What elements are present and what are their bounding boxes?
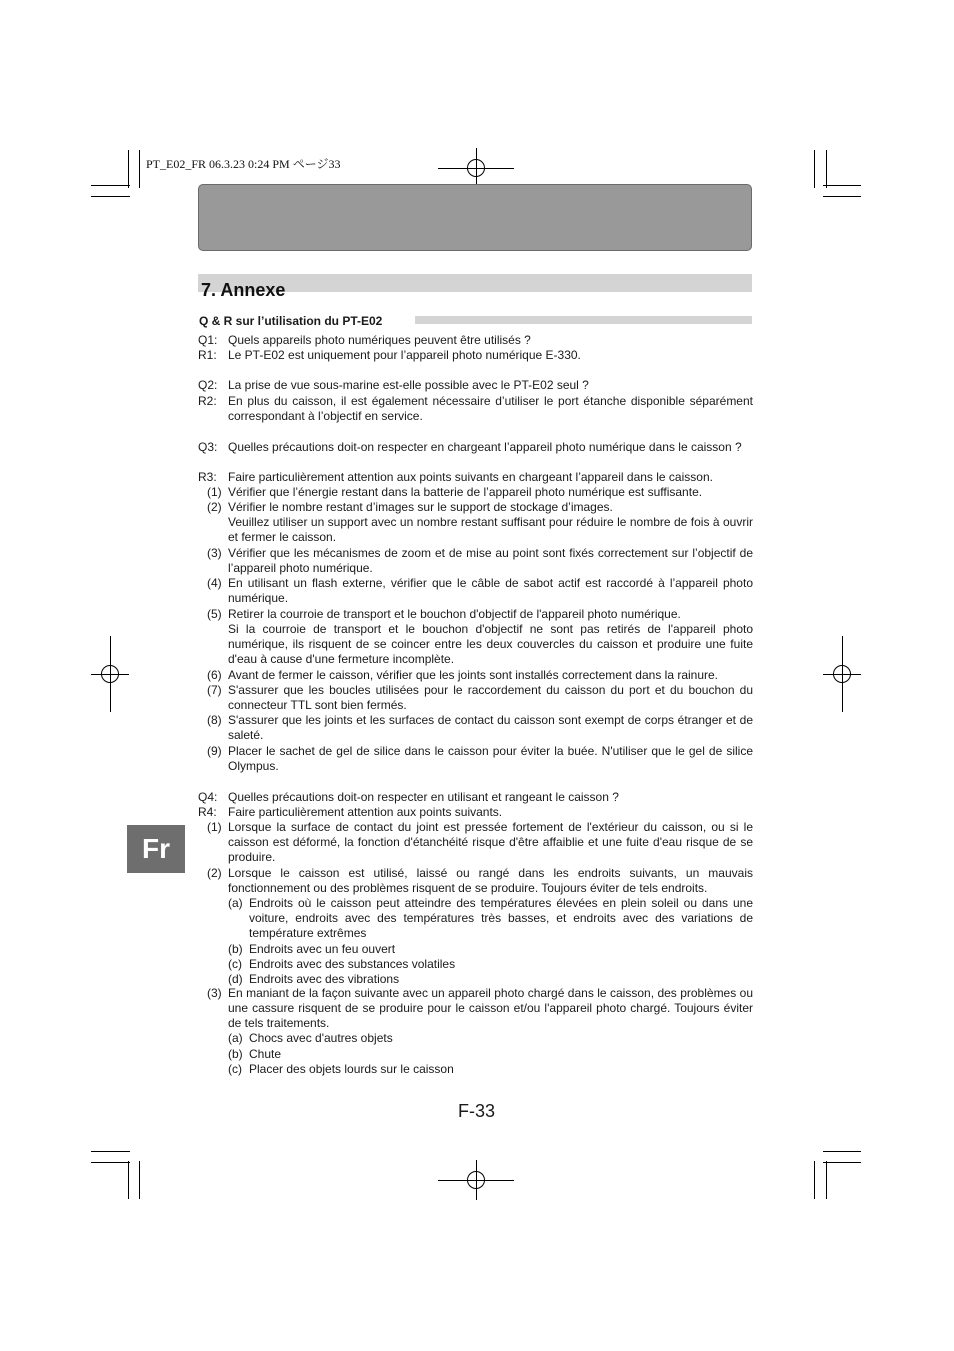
item-text: Chute [249,1047,282,1061]
item-text: En maniant de la façon suivante avec un appareil photo chargé dans le caisson, des problèmes ou une cassure risquent de se produire pour le caisson et/ou l'appareil photo chargé. Toujours éviter de tels traitements. [228,986,753,1030]
item-text: Quelles précautions doit-on respecter en utilisant et rangeant le caisson ? [228,790,619,804]
print-header: PT_E02_FR 06.3.23 0:24 PM ページ33 [146,157,341,171]
list-item-continuation [198,622,753,667]
answer-r4 [198,805,753,820]
question-q3 [198,440,753,455]
item-label: R4: [198,805,217,819]
item-label: (a) [228,1031,243,1045]
item-text: Chocs avec d'autres objets [249,1031,393,1045]
item-label: (d) [228,972,243,986]
item-text: Faire particulièrement attention aux points suivants. [228,805,503,819]
list-item [198,546,753,576]
item-label: (1) [207,485,222,499]
item-text: Faire particulièrement attention aux points suivants en chargeant l’appareil dans le caisson. [228,470,713,484]
item-label: (1) [207,820,222,834]
question-q4 [198,790,753,805]
item-text: Endroits avec des substances volatiles [249,957,456,971]
sub-list-item [198,957,753,972]
item-label: (c) [228,957,242,971]
item-text: Vérifier que l’énergie restant dans la batterie de l’appareil photo numérique est suffisante. [228,485,703,499]
list-item [198,607,753,622]
item-text: En utilisant un flash externe, vérifier que le câble de sabot actif est raccordé à l’appareil photo numérique. [228,576,753,605]
item-label: (3) [207,546,222,560]
item-label: (6) [207,668,222,682]
item-label: R2: [198,394,217,408]
item-text: Endroits avec des vibrations [249,972,400,986]
item-text: Endroits où le caisson peut atteindre des températures élevées en plein soleil ou dans une voiture, endroits avec des températures très basses, et endroits avec des variations de température extrêmes [249,896,753,940]
item-text: Quelles précautions doit-on respecter en chargeant l’appareil photo numérique dans le caisson ? [228,440,742,454]
item-label: R1: [198,348,217,362]
item-label: (4) [207,576,222,590]
item-label: (2) [207,500,222,514]
item-label: (5) [207,607,222,621]
item-label: (3) [207,986,222,1000]
subsection-title-bar [415,316,752,324]
sub-list-item [198,1031,753,1046]
item-label: Q1: [198,333,218,347]
page-number: F-33 [458,1101,496,1121]
item-text: Avant de fermer le caisson, vérifier que les joints sont installés correctement dans la rainure. [228,668,719,682]
item-text: Le PT-E02 est uniquement pour l’appareil photo numérique E-330. [228,348,581,362]
list-item [198,820,753,865]
item-label: (a) [228,896,243,910]
item-text: Si la courroie de transport et le bouchon d'objectif ne sont pas retirés de l'appareil photo numérique, ils risquent de se coincer entre les deux couvercles du caisson et produire une fuite d'eau à cause d'une fermeture incomplète. [228,622,753,666]
language-tab: Fr [127,825,185,873]
list-item [198,668,753,683]
item-label: (b) [228,1047,243,1061]
item-label: (9) [207,744,222,758]
item-text: En plus du caisson, il est également nécessaire d’utiliser le port étanche disponible séparément correspondant à l’objectif en service. [228,394,753,423]
list-item [198,576,753,606]
list-item-continuation [198,515,753,545]
item-text: Quels appareils photo numériques peuvent être utilisés ? [228,333,531,347]
list-item [198,866,753,896]
item-text: S'assurer que les boucles utilisées pour le raccordement du caisson du port et du bouchon du connecteur TTL sont bien fermés. [228,683,753,712]
item-text: Veuillez utiliser un support avec un nombre restant suffisant pour réduire le nombre de fois à ouvrir et fermer le caisson. [228,515,753,544]
item-text: Placer le sachet de gel de silice dans le caisson pour éviter la buée. N'utiliser que le gel de silice Olympus. [228,744,753,773]
item-label: (7) [207,683,222,697]
item-text: Vérifier que les mécanismes de zoom et de mise au point sont fixés correctement sur l’objectif de l’appareil photo numérique. [228,546,753,575]
list-item [198,744,753,774]
item-text: Vérifier le nombre restant d’images sur le support de stockage d’images. [228,500,613,514]
sub-list-item [198,972,753,987]
item-text: Retirer la courroie de transport et le bouchon d'objectif de l'appareil photo numérique. [228,607,681,621]
item-text: S'assurer que les joints et les surfaces de contact du caisson sont exempt de corps étranger et de saleté. [228,713,753,742]
question-q2 [198,378,753,393]
item-label: Q3: [198,440,218,454]
answer-r2 [198,394,753,424]
item-label: (b) [228,942,243,956]
item-label: (8) [207,713,222,727]
answer-r1 [198,348,753,363]
list-item [198,986,753,1031]
list-item [198,485,753,500]
list-item [198,713,753,743]
list-item [198,500,753,515]
sub-list-item [198,896,753,941]
item-label: Q4: [198,790,218,804]
item-label: Q2: [198,378,218,392]
sub-list-item [198,942,753,957]
item-label: (2) [207,866,222,880]
item-text: Placer des objets lourds sur le caisson [249,1062,454,1076]
item-text: Endroits avec un feu ouvert [249,942,396,956]
item-text: Lorsque le caisson est utilisé, laissé ou rangé dans les endroits suivants, un mauvais fonctionnement ou des problèmes risquent de se produire. Toujours éviter de tels endroits. [228,866,753,895]
item-text: La prise de vue sous-marine est-elle possible avec le PT-E02 seul ? [228,378,589,392]
list-item [198,683,753,713]
item-label: R3: [198,470,217,484]
subsection-title: Q & R sur l’utilisation du PT-E02 [199,314,383,328]
header-banner [198,184,752,251]
question-q1 [198,333,753,348]
sub-list-item [198,1047,753,1062]
answer-r3 [198,470,753,485]
sub-list-item [198,1062,753,1077]
item-text: Lorsque la surface de contact du joint est pressée fortement de l'extérieur du caisson, ou si le caisson est déformé, la fonction d'étanchéité risque d'être affaiblie et une fuite d'eau risque de se produire. [228,820,753,864]
section-title: 7. Annexe [201,280,286,300]
item-label: (c) [228,1062,242,1076]
